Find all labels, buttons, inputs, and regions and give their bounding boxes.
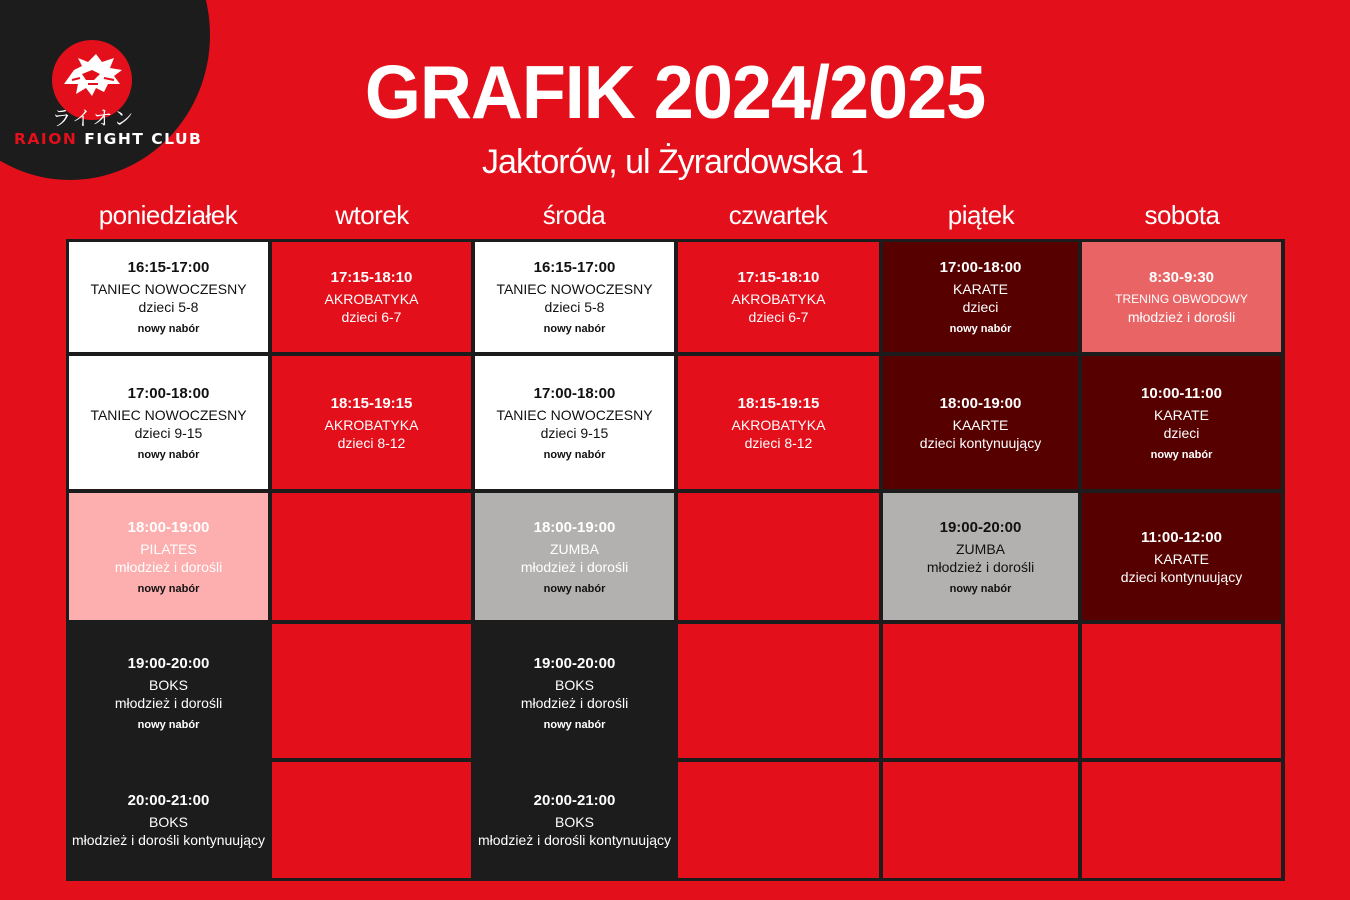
cell-time: 19:00-20:00 (533, 654, 616, 672)
logo-brand-rest: FIGHT CLUB (77, 130, 203, 148)
schedule-cell-wed-2 (475, 356, 674, 489)
cell-note: nowy nabór (949, 582, 1012, 595)
schedule-cell-tue-2 (272, 356, 471, 489)
cell-time: 17:15-18:10 (330, 269, 413, 286)
cell-time: 18:00-19:00 (533, 518, 616, 536)
cell-activity: PILATES (140, 540, 197, 557)
cell-activity: KARATE (953, 281, 1008, 297)
page-title: GRAFIK 2024/2025 (364, 51, 986, 135)
page-subtitle: Jaktorów, ul Żyrardowska 1 (482, 143, 868, 181)
cell-group: dzieci 8-12 (744, 434, 813, 451)
cell-time: 17:00-18:00 (939, 259, 1022, 276)
cell-activity: TANIEC NOWOCZESNY (496, 281, 653, 297)
cell-note: nowy nabór (1150, 448, 1213, 461)
cell-time: 11:00-12:00 (1141, 528, 1222, 546)
schedule-cell-mon-1 (69, 242, 268, 352)
cell-group: dzieci 6-7 (341, 309, 402, 325)
day-header-tuesday: wtorek (335, 200, 409, 230)
boks-block-2 (478, 791, 671, 849)
schedule-cell-mon-2 (69, 356, 268, 489)
cell-time: 18:00-19:00 (939, 394, 1022, 412)
logo-kana: ライオン (51, 106, 135, 130)
logo-brand-first: RAION (14, 130, 78, 148)
schedule-cell-mon-4 (69, 624, 268, 878)
cell-group: dzieci 5-8 (138, 299, 199, 315)
cell-group: dzieci (962, 299, 999, 315)
cell-time: 18:15-19:15 (737, 394, 820, 412)
cell-group: dzieci 6-7 (748, 309, 809, 325)
cell-group: młodzież i dorośli kontynuujący (478, 831, 671, 848)
cell-time: 8:30-9:30 (1148, 269, 1215, 286)
cell-note: nowy nabór (137, 718, 200, 731)
boks-block-1 (115, 654, 222, 732)
schedule-cell-mon-3 (69, 493, 268, 620)
cell-activity: AKROBATYKA (731, 416, 826, 433)
cell-note: nowy nabór (137, 448, 200, 461)
cell-note: nowy nabór (543, 323, 606, 335)
cell-note: nowy nabór (543, 448, 606, 461)
cell-group: dzieci 9-15 (540, 424, 609, 441)
cell-time: 17:00-18:00 (127, 384, 210, 402)
cell-activity: KARATE (1154, 406, 1209, 423)
cell-group: dzieci kontynuujący (919, 434, 1042, 451)
schedule-cell-tue-4-empty (272, 624, 471, 758)
cell-time: 20:00-21:00 (533, 791, 616, 809)
cell-activity: KAARTE (952, 416, 1009, 433)
cell-group: młodzież i dorośli (520, 558, 629, 575)
cell-time: 20:00-21:00 (127, 791, 210, 809)
cell-activity: ZUMBA (956, 540, 1005, 557)
cell-group: młodzież i dorośli (1127, 309, 1236, 325)
cell-time: 18:15-19:15 (330, 394, 413, 412)
cell-group: dzieci 8-12 (337, 434, 406, 451)
cell-time: 16:15-17:00 (127, 259, 210, 276)
schedule-cell-fri-2 (883, 356, 1078, 489)
cell-group: młodzież i dorośli (520, 694, 629, 711)
day-header-monday: poniedziałek (98, 200, 238, 230)
cell-group: młodzież i dorośli (926, 558, 1035, 575)
schedule-cell-fri-5-empty (883, 762, 1078, 878)
cell-activity: KARATE (1154, 550, 1209, 567)
schedule-cell-sat-2 (1082, 356, 1281, 489)
day-header-thursday: czwartek (728, 200, 828, 230)
schedule-cell-thu-2 (678, 356, 879, 489)
day-header-wednesday: środa (542, 200, 606, 230)
schedule-cell-thu-5-empty (678, 762, 879, 878)
day-header-saturday: sobota (1144, 200, 1220, 230)
cell-activity: TRENING OBWODOWY (1115, 292, 1248, 306)
cell-note: nowy nabór (137, 582, 200, 595)
cell-activity: AKROBATYKA (731, 291, 826, 307)
cell-note: nowy nabór (543, 582, 606, 595)
cell-activity: TANIEC NOWOCZESNY (90, 281, 247, 297)
schedule-cell-thu-4-empty (678, 624, 879, 758)
cell-time: 18:00-19:00 (127, 518, 210, 536)
schedule-cell-tue-5-empty (272, 762, 471, 878)
cell-group: dzieci 9-15 (134, 424, 203, 441)
schedule-cell-wed-4 (475, 624, 674, 878)
cell-note: nowy nabór (949, 323, 1012, 335)
schedule-cell-thu-1 (678, 242, 879, 352)
schedule-grid (66, 239, 1285, 881)
day-headers (68, 200, 1284, 240)
cell-activity: BOKS (555, 813, 594, 830)
schedule-cell-thu-3-empty (678, 493, 879, 620)
schedule-cell-fri-3 (883, 493, 1078, 620)
cell-group: młodzież i dorośli kontynuujący (72, 831, 265, 848)
cell-activity: BOKS (555, 676, 594, 693)
cell-group: młodzież i dorośli (114, 558, 223, 575)
cell-activity: ZUMBA (550, 540, 599, 557)
cell-time: 16:15-17:00 (533, 259, 616, 276)
schedule-cell-sat-4-empty (1082, 624, 1281, 758)
boks-block-1 (521, 654, 628, 732)
cell-note: nowy nabór (543, 718, 606, 731)
schedule-cell-wed-1 (475, 242, 674, 352)
cell-group: dzieci 5-8 (544, 299, 605, 315)
cell-time: 17:00-18:00 (533, 384, 616, 402)
cell-time: 19:00-20:00 (939, 518, 1022, 536)
day-header-friday: piątek (947, 200, 1015, 230)
schedule-cell-sat-1 (1082, 242, 1281, 352)
schedule-cell-sat-3 (1082, 493, 1281, 620)
cell-activity: TANIEC NOWOCZESNY (496, 406, 653, 423)
schedule-cell-tue-3-empty (272, 493, 471, 620)
cell-group: dzieci kontynuujący (1120, 568, 1243, 585)
cell-time: 19:00-20:00 (127, 654, 210, 672)
cell-activity: BOKS (149, 813, 188, 830)
schedule-cell-fri-4-empty (883, 624, 1078, 758)
boks-block-2 (72, 791, 265, 849)
cell-activity: TANIEC NOWOCZESNY (90, 406, 247, 423)
cell-group: dzieci (1163, 424, 1200, 441)
cell-activity: AKROBATYKA (324, 416, 419, 433)
cell-time: 10:00-11:00 (1141, 384, 1222, 402)
schedule-cell-wed-3 (475, 493, 674, 620)
schedule-cell-sat-5-empty (1082, 762, 1281, 878)
cell-activity: AKROBATYKA (324, 291, 419, 307)
schedule-cell-fri-1 (883, 242, 1078, 352)
cell-time: 17:15-18:10 (737, 269, 820, 286)
cell-activity: BOKS (149, 676, 188, 693)
schedule-cell-tue-1 (272, 242, 471, 352)
cell-group: młodzież i dorośli (114, 694, 223, 711)
cell-note: nowy nabór (137, 323, 200, 335)
